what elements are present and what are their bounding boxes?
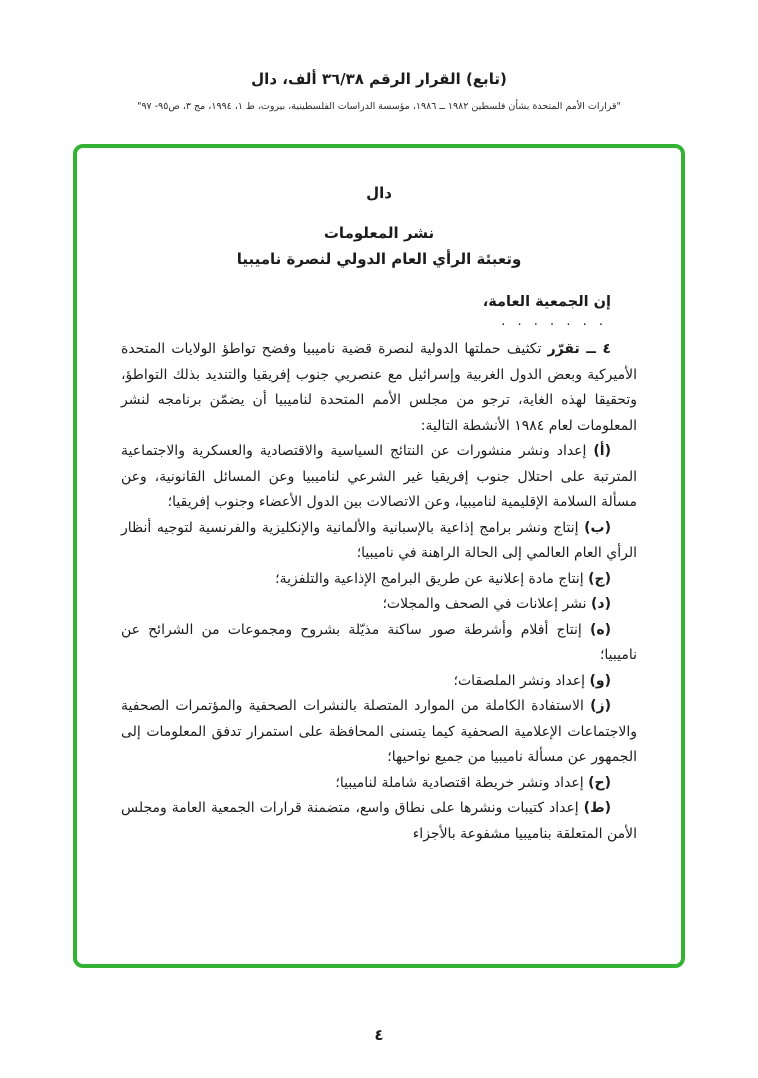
page-header (0, 0, 758, 112)
list-item-d (121, 592, 637, 618)
resolution-title: (تابع) القرار الرقم ٣٦/٣٨ ألف، دال (251, 70, 507, 88)
item-text-f: إعداد ونشر الملصقات؛ (453, 672, 586, 689)
item-label-d: (د) (591, 596, 611, 612)
item-label-a: (أ) (593, 443, 611, 459)
document-title-line1: نشر المعلومات (323, 224, 435, 242)
page-number: ٤ (374, 1026, 384, 1044)
paragraph-4 (121, 337, 637, 439)
item-text-b: إنتاج ونشر برامج إذاعية بالإسبانية والألمانية والإنكليزية والفرنسية لتوجيه أنظار الرأي العام العالمي إلى الحالة الراهنة في ناميبيا؛ (121, 519, 637, 561)
document-title-line2: وتعبئة الرأي العام الدولي لنصرة ناميبيا (236, 250, 522, 268)
salutation: إن الجمعية العامة، (482, 294, 611, 310)
list-item-f (121, 669, 637, 695)
source-citation: "قرارات الأمم المتحدة بشأن فلسطين ١٩٨٢ ــ ١٩٨٦، مؤسسة الدراسات الفلسطينية، بيروت، ط ١، ١٩٩٤، مج ٣، ص٩٥- ٩٧" (137, 101, 621, 112)
item-label-c: (ج) (588, 570, 611, 587)
item-text-i: إعداد كتيبات ونشرها على نطاق واسع، متضمنة قرارات الجمعية العامة ومجلس الأمن المتعلقة بناميبيا مشفوعة بالأجزاء (121, 800, 637, 842)
list-item-a (121, 439, 637, 516)
paragraph-4-lead: ٤ ــ تقرّر (547, 341, 612, 357)
list-item-b (121, 516, 637, 567)
page-footer (0, 1025, 758, 1044)
item-label-h: (ح) (588, 774, 611, 791)
item-text-a: إعداد ونشر منشورات عن النتائج السياسية والاقتصادية والعسكرية والاجتماعية المترتبة على احتلال جنوب إفريقيا غير الشرعي لناميبيا وعن المسائل القانونية، وعن مسألة السلامة الإقليمية لناميبيا، وعن الاتصالات بين الدول الأعضاء وجنوب إفريقيا؛ (121, 443, 637, 510)
item-text-e: إنتاج أفلام وأشرطة صور ساكنة مذيّلة بشروح ومجموعات من الشرائح عن ناميبيا؛ (121, 621, 637, 663)
document-title (121, 220, 637, 272)
item-label-f: (و) (589, 672, 611, 689)
item-text-g: الاستفادة الكاملة من الموارد المتصلة بالنشرات الصحفية والمؤتمرات الصحفية والاجتماعات الإعلامية الصحفية كيما يتسنى المحافظة على استمرار تدفق المعلومات إلى الجمهور عن مسألة ناميبيا من جميع نواحيها؛ (121, 698, 637, 765)
list-item-e (121, 618, 637, 669)
item-text-d: نشر إعلانات في الصحف والمجلات؛ (382, 596, 587, 612)
document-frame (73, 144, 685, 968)
list-item-i (121, 796, 637, 847)
item-label-i: (ط) (583, 800, 612, 816)
list-item-c (121, 567, 637, 593)
item-text-h: إعداد ونشر خريطة اقتصادية شاملة لناميبيا؛ (335, 774, 584, 791)
item-label-g: (ز) (590, 698, 611, 714)
ellipsis-line: . . . . . . . (501, 314, 607, 329)
section-letter: دال (366, 184, 392, 202)
item-label-b: (ب) (584, 519, 611, 536)
list-item-g (121, 694, 637, 771)
item-text-c: إنتاج مادة إعلانية عن طريق البرامج الإذاعية والتلفزية؛ (275, 570, 584, 587)
item-label-e: (ه) (589, 621, 611, 638)
paragraph-4-text: تكثيف حملتها الدولية لنصرة قضية ناميبيا وفضح تواطؤ الولايات المتحدة الأميركية وبعض الدول الغربية وإسرائيل مع عنصريي جنوب إفريقيا والتنديد بذلك التواطؤ، وتحقيقا لهذه الغاية، ترجو من مجلس الأمم المتحدة لناميبيا أن يضمّن برنامجه لنشر المعلومات لعام ١٩٨٤ الأنشطة التالية: (121, 341, 637, 434)
list-item-h (121, 771, 637, 797)
